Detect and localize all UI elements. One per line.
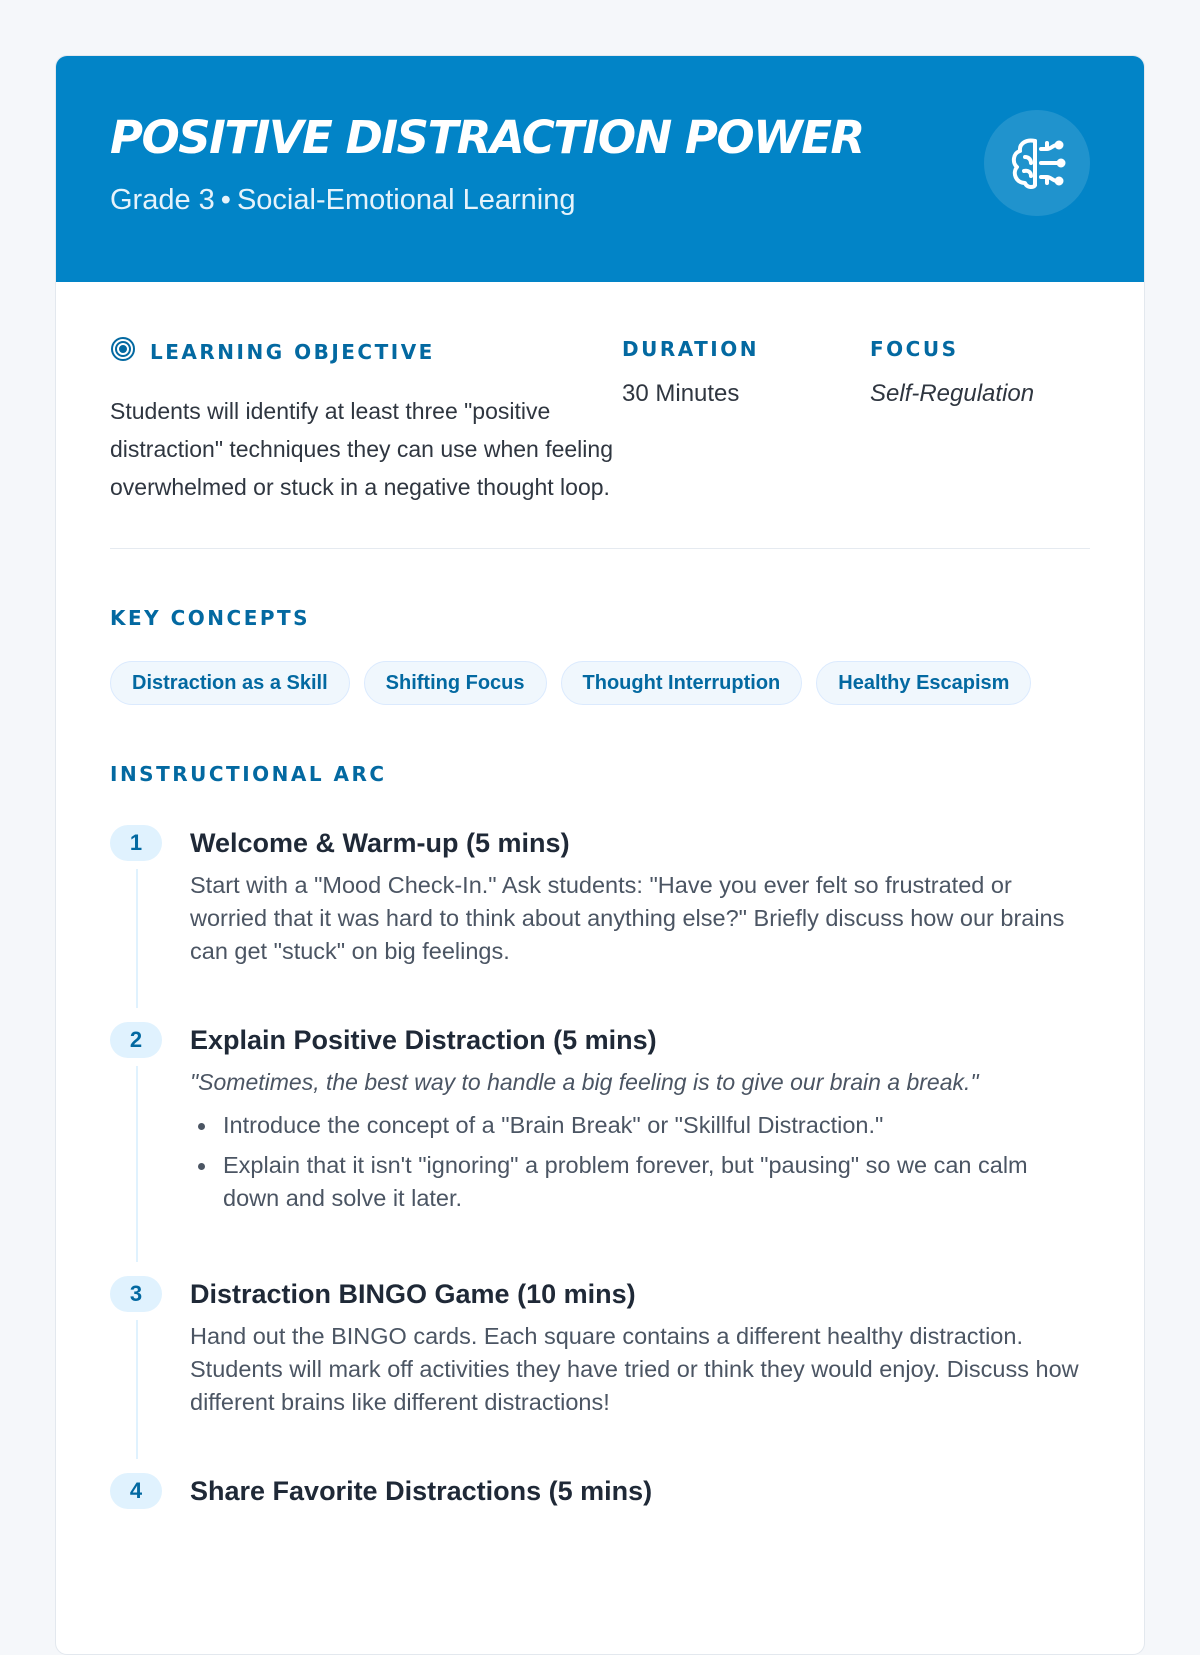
step-number: 4 (110, 1473, 162, 1509)
brain-icon (984, 110, 1090, 216)
step-bullets (190, 1109, 1090, 1215)
target-icon (110, 336, 136, 368)
step-connector (136, 869, 138, 1008)
step-number: 2 (110, 1022, 162, 1058)
duration-label: DURATION (622, 337, 759, 361)
step-4 (110, 1473, 1090, 1563)
concept-chip: Thought Interruption (561, 661, 803, 705)
objective-text: Students will identify at least three "positive distraction" techniques they can use when feeling overwhelmed or stuck in a negative thought loop. (110, 398, 613, 500)
objective-label (110, 336, 622, 368)
step-description: Hand out the BINGO cards. Each square contains a different healthy distraction. Students will mark off activities they have tried or think they would enjoy. Discuss how different brains like different distractions! (190, 1323, 1079, 1415)
instructional-arc-label: INSTRUCTIONAL ARC (110, 762, 387, 786)
concept-chip: Distraction as a Skill (110, 661, 350, 705)
focus (870, 336, 1090, 506)
key-concepts-chips (110, 661, 1090, 705)
step-number: 1 (110, 825, 162, 861)
concept-chip: Healthy Escapism (816, 661, 1031, 705)
instructional-steps (110, 825, 1090, 1563)
duration-value: 30 Minutes (622, 380, 740, 407)
step-description: Start with a "Mood Check-In." Ask students: "Have you ever felt so frustrated or worried that it was hard to think about anything else?" Briefly discuss how our brains can get "stuck" on big feelings. (190, 872, 1065, 964)
lesson-plan-card (55, 55, 1145, 1655)
lesson-title: POSITIVE DISTRACTION POWER (110, 111, 864, 164)
concept-chip: Shifting Focus (364, 661, 547, 705)
step-3 (110, 1276, 1090, 1473)
focus-value: Self-Regulation (870, 380, 1035, 407)
objective-label-text: LEARNING OBJECTIVE (150, 340, 435, 364)
step-title: Share Favorite Distractions (5 mins) (190, 1476, 653, 1506)
lesson-header (56, 56, 1144, 282)
step-title: Distraction BINGO Game (10 mins) (190, 1279, 636, 1309)
duration (622, 336, 870, 506)
lesson-body (56, 282, 1144, 1563)
step-title: Welcome & Warm-up (5 mins) (190, 828, 570, 858)
bullet-item: Explain that it isn't "ignoring" a problem forever, but "pausing" so we can calm down and solve it later. (190, 1149, 1090, 1215)
step-quote: "Sometimes, the best way to handle a big feeling is to give our brain a break." (190, 1069, 979, 1095)
step-1 (110, 825, 1090, 1022)
step-connector (136, 1066, 138, 1262)
step-connector (136, 1320, 138, 1459)
step-number: 3 (110, 1276, 162, 1312)
step-2 (110, 1022, 1090, 1276)
bullet-item: Introduce the concept of a "Brain Break" or "Skillful Distraction." (190, 1109, 1090, 1142)
subtitle-separator: • (220, 184, 231, 216)
lesson-subtitle (110, 182, 1090, 218)
learning-objective (110, 336, 622, 506)
grade-label: Grade 3 (110, 184, 215, 216)
meta-row (110, 282, 1090, 549)
subject-label: Social-Emotional Learning (236, 184, 576, 216)
focus-label: FOCUS (870, 337, 959, 361)
step-title: Explain Positive Distraction (5 mins) (190, 1025, 657, 1055)
key-concepts-label: KEY CONCEPTS (110, 606, 311, 630)
